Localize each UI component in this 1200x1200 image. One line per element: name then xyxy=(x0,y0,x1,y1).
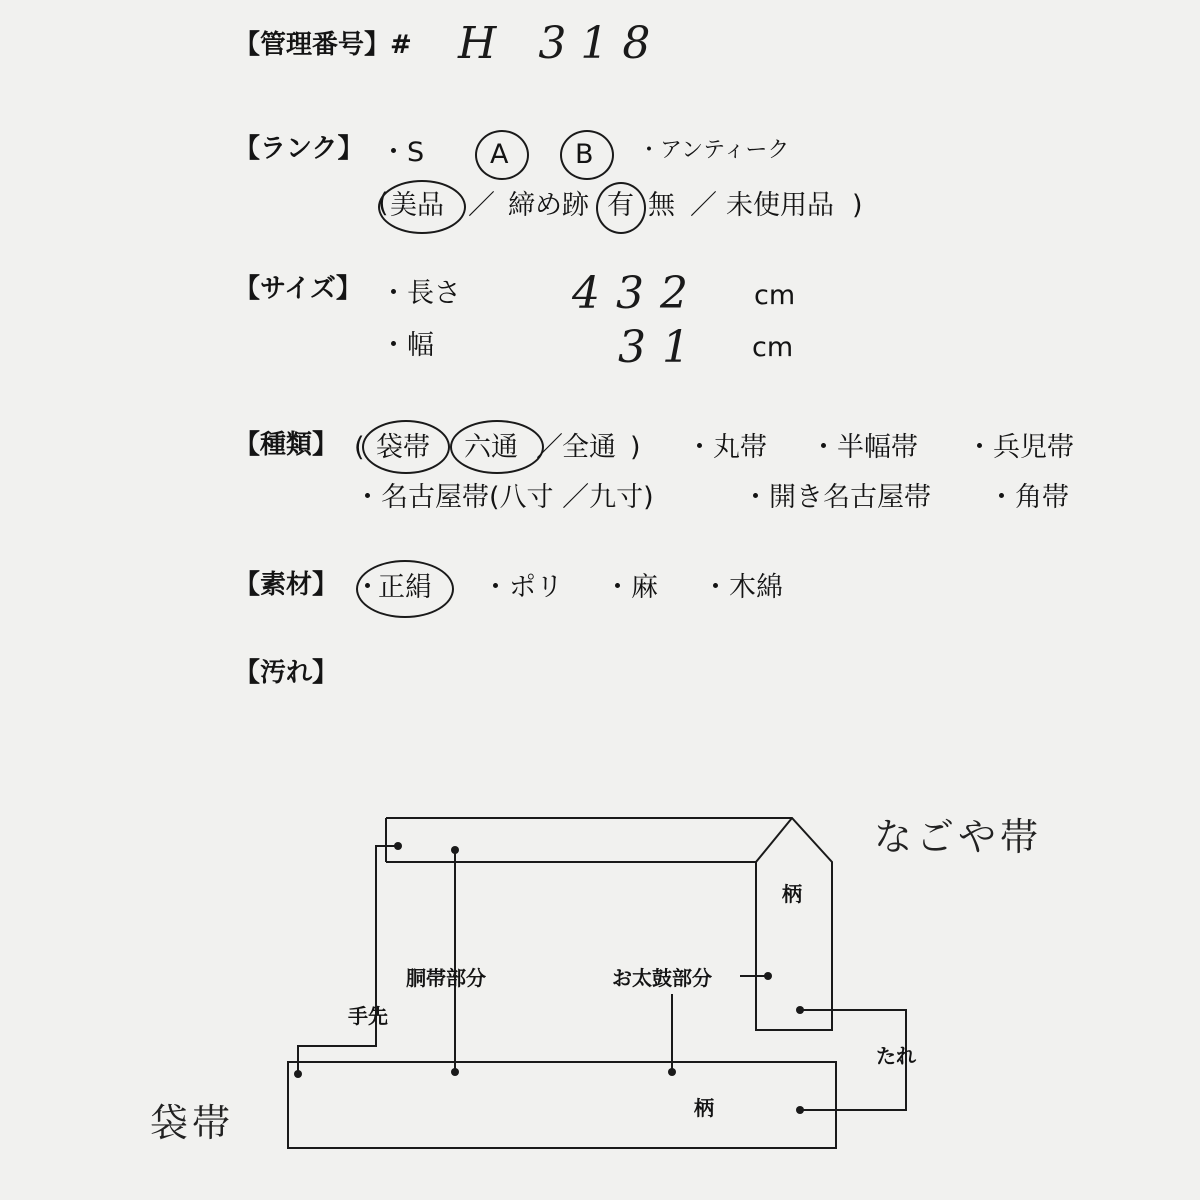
material-silk: 正絹 xyxy=(378,572,432,603)
material-poly: ・ポリ xyxy=(482,572,563,603)
size-width-value: 31 xyxy=(618,322,706,373)
rank-sep1: ／ xyxy=(468,190,495,221)
fukuro-rect xyxy=(288,1062,836,1148)
size-label: 【サイズ】 xyxy=(234,274,362,304)
type-paren-open: ( xyxy=(354,432,365,463)
tesaki-line xyxy=(298,846,398,1074)
fukuro-title: 袋帯 xyxy=(150,1101,235,1145)
material-dot: ・ xyxy=(354,572,381,603)
gara-top-label: 柄 xyxy=(782,882,802,906)
tare-label: たれ xyxy=(876,1044,916,1068)
type-hiraki: ・開き名古屋帯 xyxy=(742,482,931,513)
material-label: 【素材】 xyxy=(234,570,339,600)
rank-s: ・S xyxy=(380,137,425,168)
type-fukuro: 袋帯 xyxy=(376,432,430,463)
tesaki-label: 手先 xyxy=(348,1004,388,1028)
rank-a: A xyxy=(490,139,509,170)
rank-yes: 有 xyxy=(607,190,634,221)
type-zentsu: 全通 xyxy=(562,432,616,463)
dot-doobi-bottom xyxy=(451,1068,459,1076)
type-kaku: ・角帯 xyxy=(988,482,1069,513)
dot-tare-top xyxy=(796,1006,804,1014)
material-asa: ・麻 xyxy=(604,572,658,603)
gara-bottom-label: 柄 xyxy=(694,1096,714,1120)
dot-doobi-top xyxy=(451,846,459,854)
material-cotton: ・木綿 xyxy=(702,572,783,603)
rank-unused: 未使用品 xyxy=(726,190,834,221)
rank-paren-close: ) xyxy=(852,190,863,221)
rank-no: 無 xyxy=(648,190,675,221)
nagoya-title: なごや帯 xyxy=(874,815,1043,859)
type-label: 【種類】 xyxy=(234,430,339,460)
otaiko-label: お太鼓部分 xyxy=(612,966,712,990)
rank-b: B xyxy=(575,139,594,170)
dot-tesaki-top xyxy=(394,842,402,850)
type-heko: ・兵児帯 xyxy=(966,432,1074,463)
rank-beauty: 美品 xyxy=(390,190,444,221)
doobi-label: 胴帯部分 xyxy=(406,966,486,990)
dot-tare-bottom xyxy=(796,1106,804,1114)
size-length-label: ・長さ xyxy=(380,278,461,309)
management-label: 【管理番号】# xyxy=(234,30,412,60)
stain-label: 【汚れ】 xyxy=(234,658,339,688)
size-length-value: 432 xyxy=(572,268,704,319)
rank-paren-open: ( xyxy=(378,188,389,219)
type-sep: ／ xyxy=(536,432,563,463)
type-roku: 六通 xyxy=(464,432,518,463)
rank-sep2: ／ xyxy=(690,190,717,221)
type-close: ) xyxy=(630,432,641,463)
dot-otaiko-bottom xyxy=(668,1068,676,1076)
size-width-unit: cm xyxy=(752,332,794,363)
rank-antique: ・アンティーク xyxy=(638,138,790,163)
rank-label: 【ランク】 xyxy=(234,134,364,164)
size-length-unit: cm xyxy=(754,280,796,311)
dot-otaiko-top xyxy=(764,972,772,980)
management-number: H 318 xyxy=(458,18,665,69)
rank-tightening: 締め跡 xyxy=(508,190,589,221)
type-nagoya: ・名古屋帯(八寸 ／九寸) xyxy=(354,482,654,513)
dot-tesaki-bottom xyxy=(294,1070,302,1078)
type-maru: ・丸帯 xyxy=(686,432,767,463)
size-width-label: ・幅 xyxy=(380,330,434,361)
type-hanhaba: ・半幅帯 xyxy=(810,432,918,463)
